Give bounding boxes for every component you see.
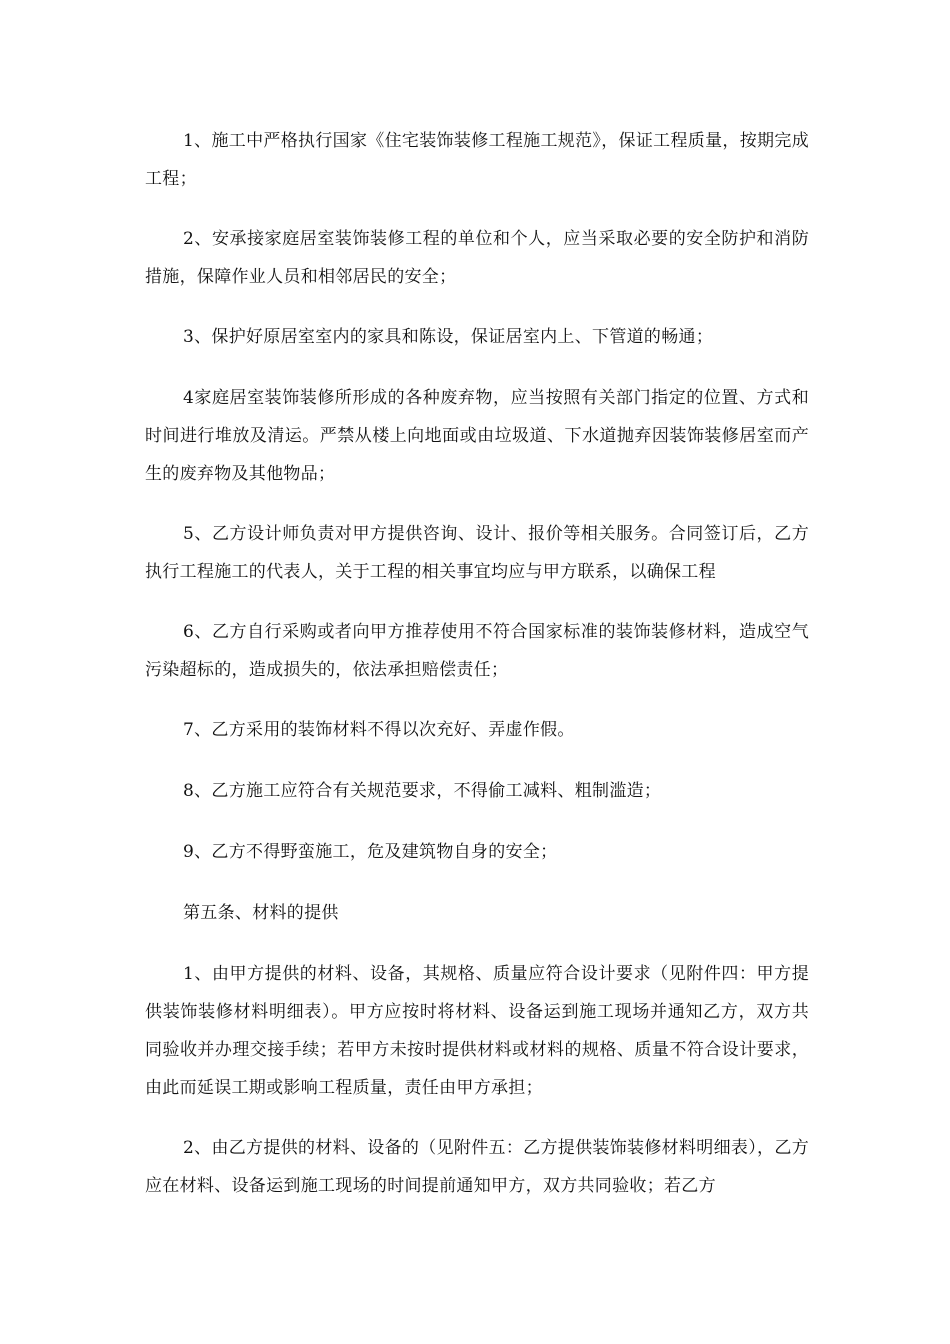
paragraph-clause-6: 6、乙方自行采购或者向甲方推荐使用不符合国家标准的装饰装修材料，造成空气污染超标的，造成损失的，依法承担赔偿责任； [145,622,809,680]
paragraph-clause-7: 7、乙方采用的装饰材料不得以次充好、弄虚作假。 [183,720,575,740]
paragraph-materials-2: 2、由乙方提供的材料、设备的（见附件五：乙方提供装饰装修材料明细表），乙方应在材料、设备运到施工现场的时间提前通知甲方，双方共同验收；若乙方 [145,1138,809,1196]
section-heading-article-5: 第五条、材料的提供 [183,903,339,923]
document-body [145,122,809,1227]
paragraph-clause-4: 4家庭居室装饰装修所形成的各种废弃物，应当按照有关部门指定的位置、方式和时间进行堆放及清运。严禁从楼上向地面或由垃圾道、下水道抛弃因装饰装修居室而产生的废弃物及其他物品； [145,388,809,484]
paragraph-clause-5: 5、乙方设计师负责对甲方提供咨询、设计、报价等相关服务。合同签订后，乙方执行工程施工的代表人，关于工程的相关事宜均应与甲方联系，以确保工程 [145,524,809,582]
paragraph-clause-9: 9、乙方不得野蛮施工，危及建筑物自身的安全； [183,842,558,862]
paragraph-clause-1: 1、施工中严格执行国家《住宅装饰装修工程施工规范》，保证工程质量，按期完成工程； [145,131,809,189]
paragraph-clause-8: 8、乙方施工应符合有关规范要求，不得偷工减料、粗制滥造； [183,781,662,801]
paragraph-materials-1: 1、由甲方提供的材料、设备，其规格、质量应符合设计要求（见附件四：甲方提供装饰装修材料明细表）。甲方应按时将材料、设备运到施工现场并通知乙方，双方共同验收并办理交接手续；若甲方未按时提供材料或材料的规格、质量不符合设计要求，由此而延误工期或影响工程质量，责任由甲方承担； [145,964,809,1098]
paragraph-clause-3: 3、保护好原居室室内的家具和陈设，保证居室内上、下管道的畅通； [183,327,714,347]
paragraph-clause-2: 2、安承接家庭居室装饰装修工程的单位和个人，应当采取必要的安全防护和消防措施，保障作业人员和相邻居民的安全； [145,229,809,287]
